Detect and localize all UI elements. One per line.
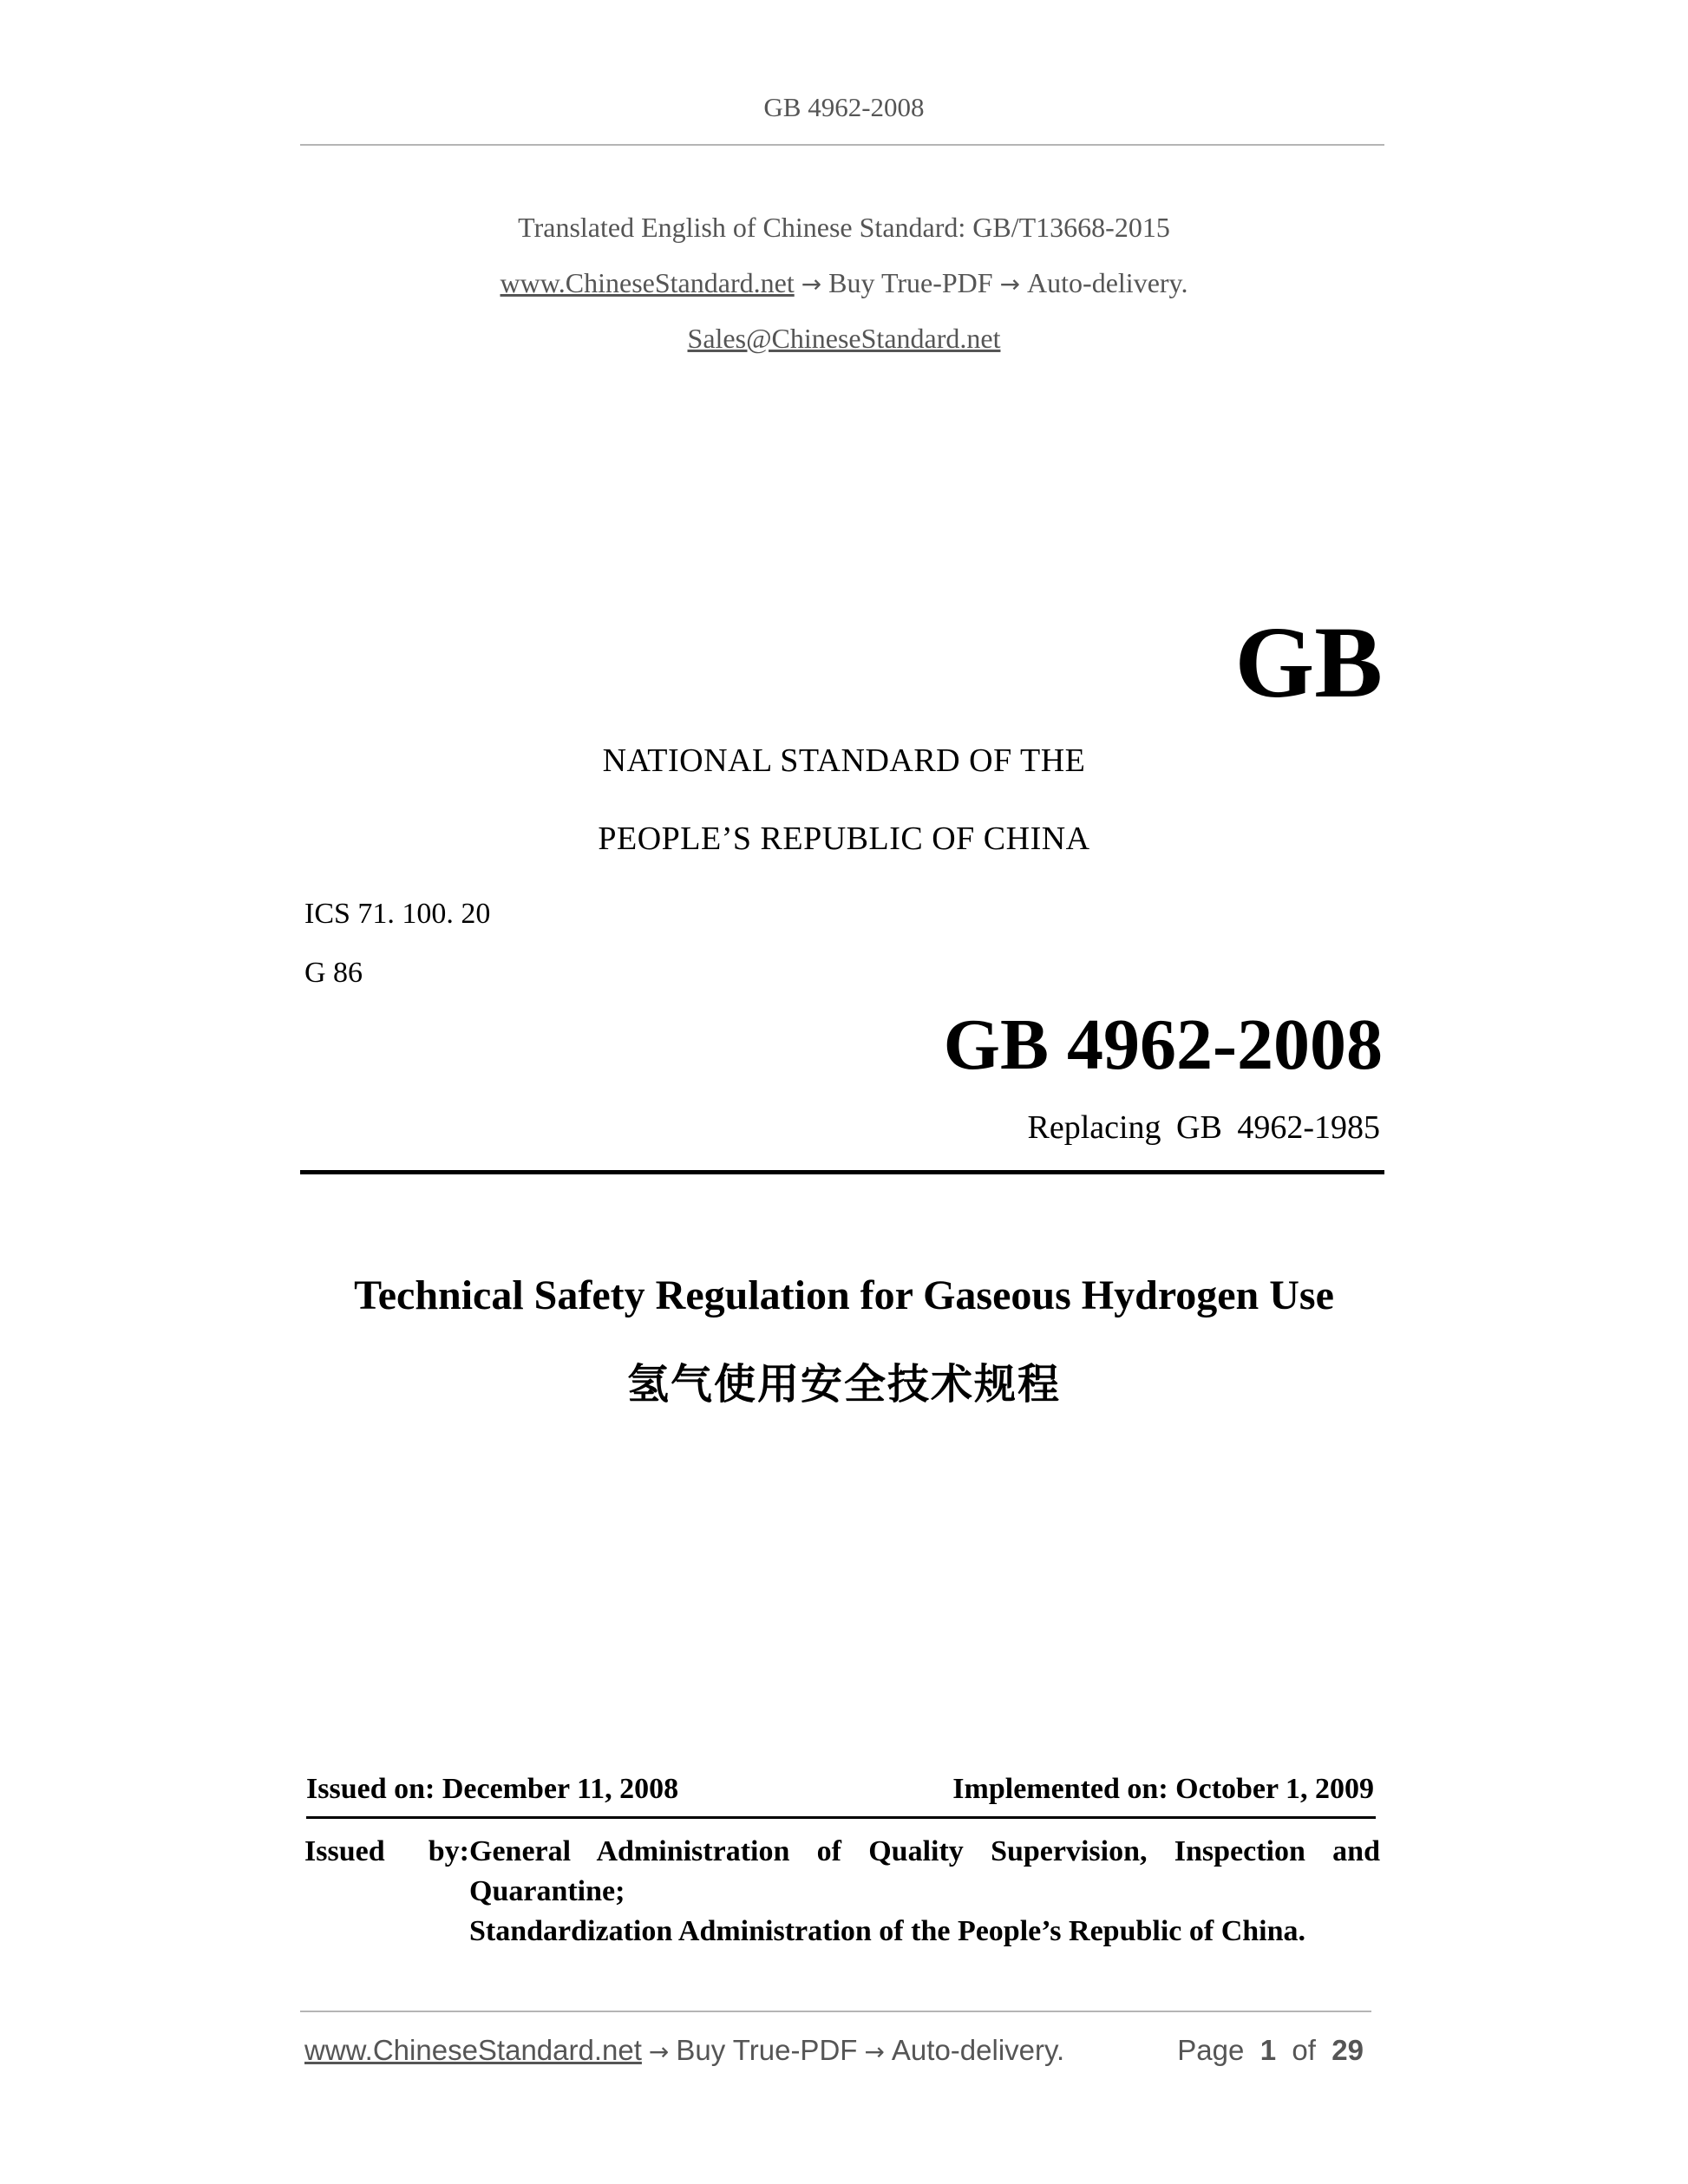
footer-buy-text: Buy True-PDF [676,2034,858,2066]
issued-on-date: Issued on: December 11, 2008 [306,1773,679,1805]
right-arrow-icon: → [801,270,822,298]
right-arrow-icon: → [864,2037,885,2066]
issuer-line-2: Quarantine; [469,1875,625,1907]
page-indicator [1177,2034,1364,2067]
implemented-on-date: Implemented on: October 1, 2009 [952,1773,1374,1805]
page-label: Page [1177,2034,1245,2066]
issued-by-authorities [469,1832,1380,1952]
issuer-line-3: Standardization Administration of the People’s Republic of China. [469,1915,1306,1947]
document-number: GB 4962-2008 [943,1004,1383,1085]
running-header: GB 4962-2008 [763,92,925,122]
footer-delivery-text: Auto-delivery. [891,2034,1065,2066]
buy-text: Buy True-PDF [828,267,993,298]
page-current: 1 [1259,2034,1277,2066]
issuer-line-1: General Administration of Quality Supervision, Inspection and [469,1835,1380,1867]
gb-mark: GB [1234,605,1383,719]
ics-code: ICS 71. 100. 20 [304,898,491,930]
email-link[interactable]: Sales@ChineseStandard.net [687,323,1001,354]
footer-divider [300,2011,1371,2012]
issued-by-label: Issued by: [304,1835,469,1867]
footer-site-link[interactable]: www.ChineseStandard.net [304,2034,642,2066]
right-arrow-icon: → [648,2037,670,2066]
page-total: 29 [1331,2034,1364,2066]
title-divider [300,1170,1384,1174]
site-link[interactable]: www.ChineseStandard.net [500,267,795,298]
header-divider [300,144,1384,146]
national-standard-line-1: NATIONAL STANDARD OF THE [602,742,1086,779]
dates-divider [306,1816,1376,1819]
page-of: of [1292,2034,1316,2066]
english-title: Technical Safety Regulation for Gaseous Hydrogen Use [354,1272,1334,1318]
email-line [0,323,1688,355]
purchase-line [0,267,1688,299]
national-standard-line-2: PEOPLE’S REPUBLIC OF CHINA [598,821,1090,857]
delivery-text: Auto-delivery. [1027,267,1188,298]
replacing-standard: Replacing GB 4962-1985 [1027,1109,1380,1146]
right-arrow-icon: → [999,270,1021,298]
translated-notice: Translated English of Chinese Standard: GB/T13668-2015 [518,212,1170,243]
chinese-title: 氢气使用安全技术规程 [626,1360,1061,1409]
footer-purchase-line [304,2034,1064,2067]
classification-code: G 86 [304,957,363,989]
